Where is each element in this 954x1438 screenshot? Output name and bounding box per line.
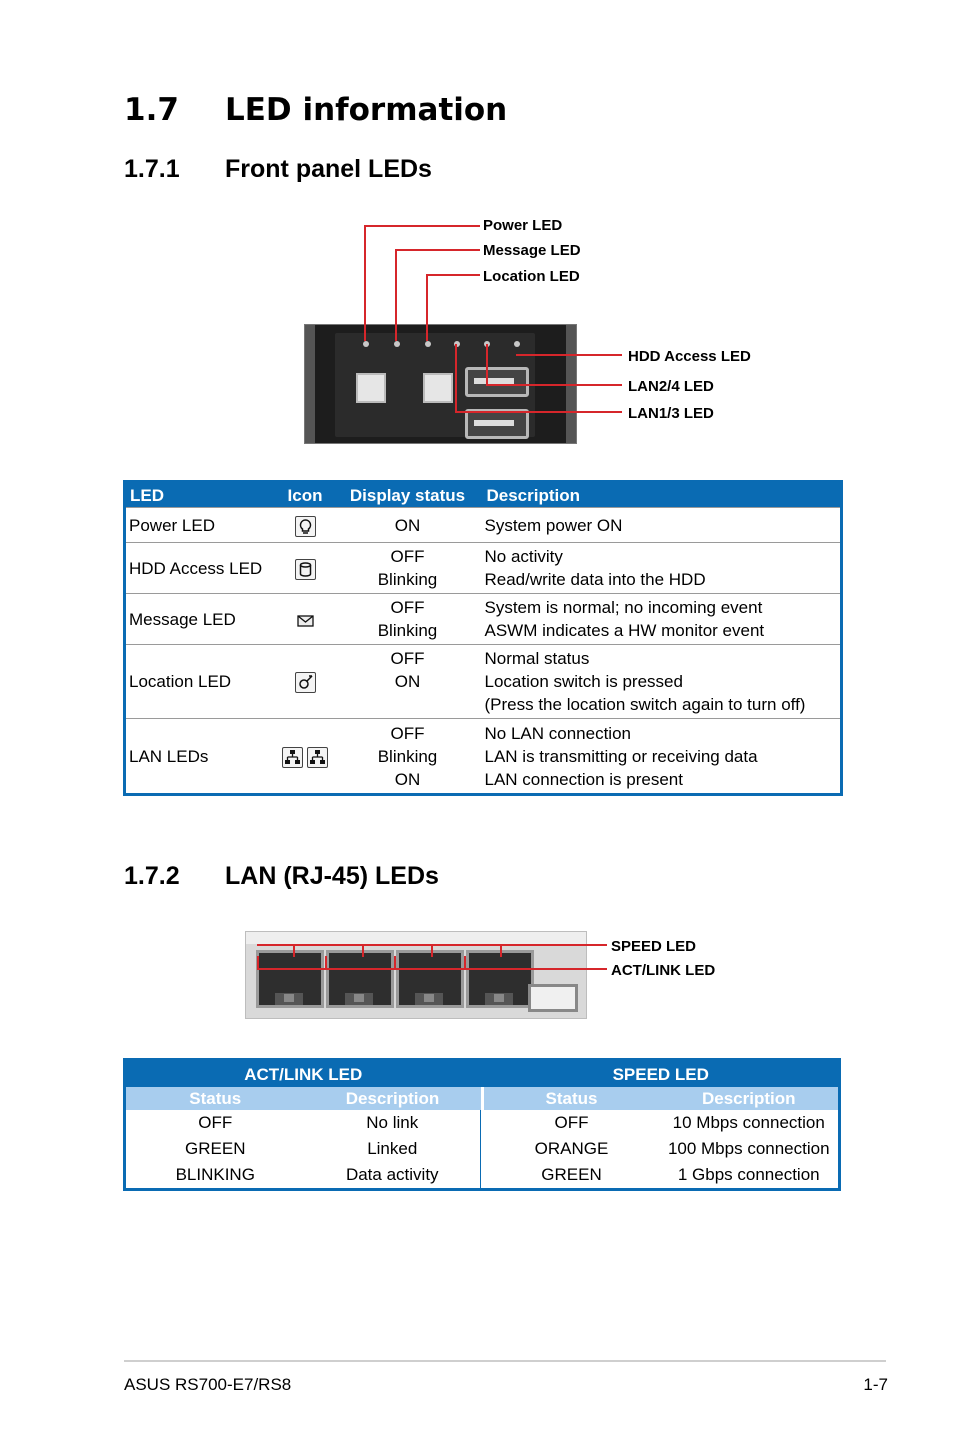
actlink-status: BLINKING <box>175 1165 255 1184</box>
led-line-tick <box>394 956 396 969</box>
display-status: Blinking <box>377 746 438 766</box>
table-row <box>125 1162 840 1190</box>
led-description: Normal status <box>484 649 590 668</box>
location-led-dot <box>425 341 431 347</box>
led-description: (Press the location switch again to turn off) <box>484 695 806 714</box>
display-status: Blinking <box>377 570 438 589</box>
network-icon <box>307 747 328 768</box>
section-heading-lan-leds: 1.7.2 LAN (RJ-45) LEDs <box>124 862 439 890</box>
envelope-icon <box>296 611 315 630</box>
chassis-top-edge <box>246 932 586 944</box>
hdd-led-dot <box>514 341 520 347</box>
actlink-led-line-h <box>257 968 607 970</box>
speed-status: GREEN <box>541 1165 602 1184</box>
page-heading: 1.7 LED information <box>124 92 508 128</box>
callout-actlink-led: ACT/LINK LED <box>611 962 716 979</box>
display-status: OFF <box>390 723 425 743</box>
led-description: No activity <box>484 547 563 566</box>
led-name: HDD Access LED <box>125 543 278 594</box>
col-header-led: LED <box>125 482 278 508</box>
led-line-tick <box>325 956 327 969</box>
port-latch <box>494 994 504 1002</box>
led-line-tick <box>500 944 502 957</box>
callout-speed-led: SPEED LED <box>611 938 697 955</box>
led-name: Power LED <box>125 508 278 543</box>
hdd-led-line <box>516 354 622 356</box>
led-description: ASWM indicates a HW monitor event <box>484 621 765 640</box>
footer-divider <box>124 1360 886 1362</box>
lan13-led-line-h <box>455 411 622 413</box>
lan24-led-line-v <box>486 344 488 386</box>
speed-description: 100 Mbps connection <box>667 1139 830 1158</box>
location-led-line-v <box>426 274 428 341</box>
port-latch <box>284 994 294 1002</box>
led-name: Message LED <box>125 594 278 645</box>
power-led-line-v <box>364 225 366 341</box>
led-line-tick <box>431 944 433 957</box>
usb-port-top <box>465 367 529 397</box>
led-line-tick <box>293 944 295 957</box>
col-header-description: Description <box>483 482 842 508</box>
power-led-line-h <box>364 225 480 227</box>
sub-header-status: Status <box>484 1087 660 1110</box>
display-status: ON <box>394 769 421 789</box>
led-description: System power ON <box>484 515 623 535</box>
table-row <box>125 1110 840 1136</box>
section-heading-front-panel: 1.7.1 Front panel LEDs <box>124 155 432 183</box>
led-description: System is normal; no incoming event <box>484 598 763 617</box>
actlink-status: GREEN <box>185 1139 246 1158</box>
table-row <box>125 543 842 594</box>
led-line-tick <box>362 944 364 957</box>
table-row <box>125 719 842 795</box>
display-status: OFF <box>390 547 425 566</box>
table-row <box>125 594 842 645</box>
led-line-tick <box>464 956 466 969</box>
lan24-led-line-h <box>486 384 622 386</box>
display-status: OFF <box>390 649 425 668</box>
table-row <box>125 508 842 543</box>
message-led-line-v <box>395 249 397 341</box>
table-row <box>125 645 842 719</box>
bulb-icon <box>295 516 316 537</box>
led-name: LAN LEDs <box>125 719 278 795</box>
led-description: Read/write data into the HDD <box>484 570 706 589</box>
table-sub-header-row <box>125 1087 840 1110</box>
led-description: LAN is transmitting or receiving data <box>484 746 758 766</box>
group-header-speed: SPEED LED <box>484 1060 840 1088</box>
usb-port-bottom <box>465 409 529 439</box>
actlink-description: Data activity <box>345 1165 439 1184</box>
led-description: LAN connection is present <box>484 769 683 789</box>
callout-hdd-led: HDD Access LED <box>628 348 751 365</box>
speed-description: 10 Mbps connection <box>672 1113 825 1132</box>
port-latch <box>424 994 434 1002</box>
front-led-table <box>123 480 843 796</box>
led-description: No LAN connection <box>484 723 631 743</box>
usb-port <box>528 984 578 1012</box>
col-header-icon: Icon <box>278 482 333 508</box>
power-led-dot <box>363 341 369 347</box>
power-switch-button <box>356 373 386 403</box>
col-header-display-status: Display status <box>333 482 483 508</box>
message-led-dot <box>394 341 400 347</box>
lan-led-table <box>123 1058 841 1191</box>
callout-message-led: Message LED <box>483 242 581 259</box>
footer-product-name: ASUS RS700-E7/RS8 <box>124 1375 292 1394</box>
actlink-status: OFF <box>198 1113 233 1132</box>
port-latch <box>354 994 364 1002</box>
hdd-icon <box>295 559 316 580</box>
location-led-line-h <box>426 274 480 276</box>
network-icon <box>282 747 303 768</box>
group-header-actlink: ACT/LINK LED <box>125 1060 481 1088</box>
display-status: ON <box>394 515 421 535</box>
callout-lan13-led: LAN1/3 LED <box>628 405 714 422</box>
sub-header-status: Status <box>125 1087 305 1110</box>
display-status: ON <box>394 672 421 691</box>
callout-power-led: Power LED <box>483 217 563 234</box>
sub-header-description: Description <box>305 1087 481 1110</box>
display-status: Blinking <box>377 621 438 640</box>
led-line-tick <box>257 956 259 969</box>
speed-status: ORANGE <box>534 1139 609 1158</box>
table-header-row <box>125 482 842 508</box>
actlink-description: No link <box>366 1113 419 1132</box>
table-group-header-row <box>125 1060 840 1088</box>
footer-page-number: 1-7 <box>863 1375 888 1394</box>
callout-location-led: Location LED <box>483 268 580 285</box>
actlink-description: Linked <box>367 1139 418 1158</box>
location-switch-button <box>423 373 453 403</box>
table-row <box>125 1136 840 1162</box>
callout-lan24-led: LAN2/4 LED <box>628 378 714 395</box>
lan13-led-line-v <box>455 344 457 413</box>
sub-header-description: Description <box>660 1087 840 1110</box>
message-led-line-h <box>395 249 480 251</box>
panel-edge-left <box>305 325 315 443</box>
display-status: OFF <box>390 598 425 617</box>
location-icon <box>295 672 316 693</box>
led-name: Location LED <box>125 645 278 719</box>
led-description: Location switch is pressed <box>484 672 683 691</box>
speed-description: 1 Gbps connection <box>677 1165 820 1184</box>
speed-status: OFF <box>554 1113 589 1132</box>
